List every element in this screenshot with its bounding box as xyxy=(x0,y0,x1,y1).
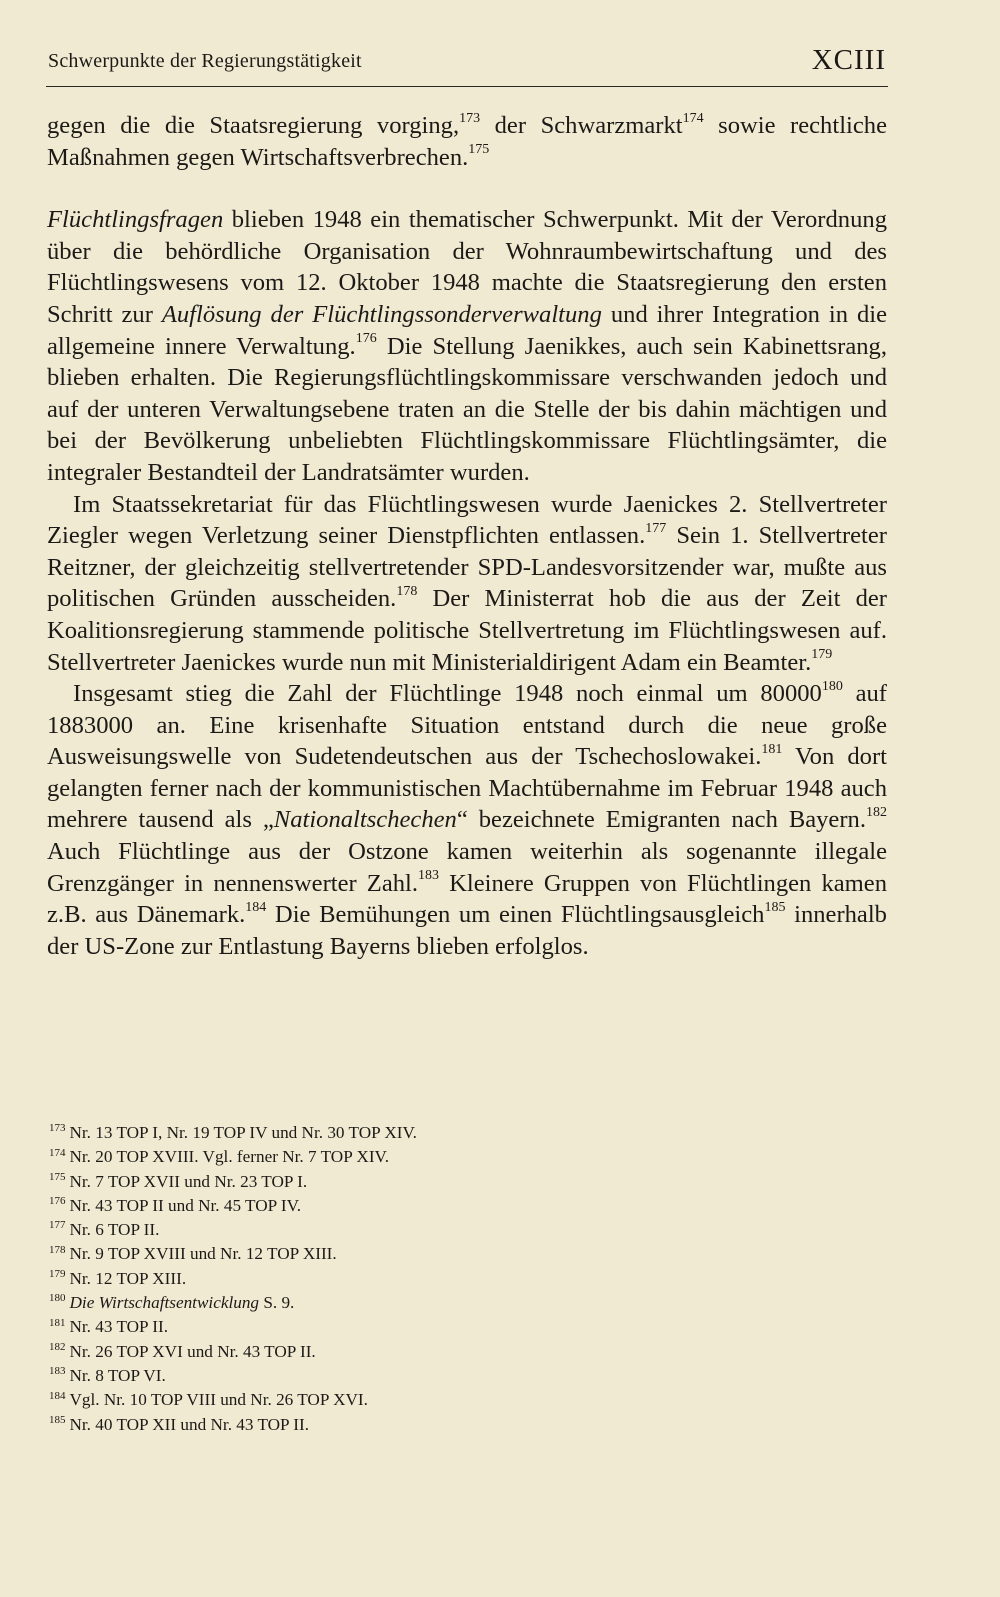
text-run: blieben 1948 ein thematischer Schwerpunkt. Mit der Verordnung über die behördliche Organisation der Wohnraumbewirtschaftung und des Flüchtlingswesens vom 12. Oktober 1948 machte die Staatsregierung den ersten Schritt zur xyxy=(47,206,887,328)
text-run: Kleinere Gruppen von Flüchtlingen kamen z.B. aus Dänemark. xyxy=(47,869,887,929)
text-run: Von dort gelangten ferner nach der kommunistischen Machtübernahme im Februar 1948 auch mehrere tausend als „ xyxy=(47,743,887,834)
text-run: innerhalb der US-Zone zur Entlastung Bayerns blieben erfolglos. xyxy=(47,901,887,960)
text-run: “ bezeichnete Emigranten nach Bayern. xyxy=(456,806,866,834)
text-run: Insgesamt stieg die Zahl der Flüchtlinge 1948 noch einmal um 80000 xyxy=(73,680,822,708)
text-run: Der Ministerrat hob die aus der Zeit der Koalitionsregierung stammende politische Stellvertretung im Flüchtlingswesen auf. Stellvertreter Jaenickes wurde nun mit Ministerialdirigent Adam ein Beamter. xyxy=(47,585,888,676)
footnote-ref: 177 xyxy=(645,520,667,536)
running-title: Schwerpunkte der Regierungstätigkeit xyxy=(48,50,362,72)
text-run: auf 1883000 an. Eine krisenhafte Situation entstand durch die neue große Ausweisungswelle von Sudetendeutschen aus der Tschechoslowakei. xyxy=(47,680,887,771)
footnote xyxy=(49,1413,649,1437)
text-run: Nr. 7 TOP XVII und Nr. 23 TOP I. xyxy=(69,1171,308,1191)
text-run: Auch Flüchtlinge aus der Ostzone kamen weiterhin als sogenannte illegale Grenzgänger in nennenswerter Zahl. xyxy=(47,838,887,897)
footnote-ref: 181 xyxy=(761,742,783,758)
footnote-ref: 180 xyxy=(821,678,843,694)
footnote-ref: 183 xyxy=(418,868,440,884)
italic-text: Die Wirtschaftsentwicklung xyxy=(69,1293,260,1313)
footnote xyxy=(49,1388,649,1412)
paragraph xyxy=(47,204,887,488)
text-run: Im Staatssekretariat für das Flüchtlingswesen wurde Jaenickes 2. Stellvertreter Ziegler wegen Verletzung seiner Dienstpflichten entlassen. xyxy=(47,490,887,550)
footnote-number: 177 xyxy=(49,1219,66,1232)
text-run: Die Stellung Jaenikkes, auch sein Kabinettsrang, blieben erhalten. Die Regierungsflüchtlingskommissare verschwanden jedoch und auf der unteren Verwaltungsebene traten an die Stelle der bis dahin mächtigen und bei der Bevölkerung unbeliebten Flüchtlingskommissare Flüchtlingsämter, die integraler Bestandteil der Landratsämter wurden. xyxy=(47,332,887,486)
text-run: Nr. 40 TOP XII und Nr. 43 TOP II. xyxy=(69,1414,310,1434)
footnote-number: 185 xyxy=(49,1413,66,1426)
text-run: Nr. 9 TOP XVIII und Nr. 12 TOP XIII. xyxy=(69,1244,337,1264)
footnote xyxy=(49,1121,649,1145)
footnote-number: 183 xyxy=(49,1365,66,1378)
footnote-ref: 176 xyxy=(355,331,377,347)
footnote-number: 179 xyxy=(49,1268,66,1281)
text-run: Sein 1. Stellvertreter Reitzner, der gleichzeitig stellvertretender SPD-Landesvorsitzender war, mußte aus politischen Gründen ausscheiden. xyxy=(47,522,887,613)
footnote-ref: 173 xyxy=(459,110,481,126)
footnote xyxy=(49,1145,649,1169)
footnote-ref: 175 xyxy=(468,142,490,158)
footnote xyxy=(49,1315,649,1339)
text-run: Vgl. Nr. 10 TOP VIII und Nr. 26 TOP XVI. xyxy=(69,1390,368,1410)
footnote xyxy=(49,1291,649,1315)
text-run: S. 9. xyxy=(259,1293,295,1313)
italic-text: Flüchtlingsfragen xyxy=(47,206,224,234)
text-run: Nr. 8 TOP VI. xyxy=(69,1365,166,1385)
footnote-number: 180 xyxy=(49,1292,66,1305)
footnote xyxy=(49,1267,649,1291)
page-header xyxy=(46,44,888,87)
text-run: der Schwarzmarkt xyxy=(480,112,683,139)
text-run: Nr. 6 TOP II. xyxy=(69,1220,160,1240)
footnotes xyxy=(49,1121,649,1437)
footnote xyxy=(49,1194,649,1218)
text-run: Nr. 43 TOP II und Nr. 45 TOP IV. xyxy=(69,1195,302,1215)
text-run: Die Bemühungen um einen Flüchtlingsausgleich xyxy=(266,901,765,929)
paragraph xyxy=(47,678,887,962)
footnote xyxy=(49,1364,649,1388)
footnote-number: 182 xyxy=(49,1340,66,1353)
page-number: XCIII xyxy=(811,44,886,76)
footnote-ref: 179 xyxy=(811,647,833,663)
text-run: und ihrer Integration in die allgemeine innere Verwaltung. xyxy=(47,300,887,360)
text-run: gegen die die Staatsregierung vorging, xyxy=(47,112,460,139)
text-run: sowie rechtliche Maßnahmen gegen Wirtschaftsverbrechen. xyxy=(47,112,887,171)
footnote-ref: 182 xyxy=(866,805,887,821)
footnote xyxy=(49,1170,649,1194)
footnote-number: 178 xyxy=(49,1243,66,1256)
text-run: Nr. 26 TOP XVI und Nr. 43 TOP II. xyxy=(69,1341,316,1361)
footnote-number: 184 xyxy=(49,1389,66,1402)
text-run: Nr. 13 TOP I, Nr. 19 TOP IV und Nr. 30 TOP XIV. xyxy=(69,1123,417,1142)
footnote-number: 181 xyxy=(49,1316,66,1329)
footnote-ref: 178 xyxy=(396,584,418,600)
footnote-ref: 184 xyxy=(245,900,267,916)
footnote-ref: 185 xyxy=(764,900,786,916)
text-run: Nr. 20 TOP XVIII. Vgl. ferner Nr. 7 TOP XIV. xyxy=(69,1147,390,1167)
main-text xyxy=(47,110,887,962)
italic-text: Auflösung der Flüchtlingssonderverwaltung xyxy=(161,300,602,328)
footnote xyxy=(49,1218,649,1242)
italic-text: Nationaltschechen xyxy=(273,806,457,834)
footnote-number: 174 xyxy=(49,1146,66,1159)
footnote-number: 175 xyxy=(49,1170,66,1183)
footnote-number: 176 xyxy=(49,1195,66,1208)
text-run: Nr. 43 TOP II. xyxy=(69,1317,169,1337)
footnote xyxy=(49,1340,649,1364)
text-run: Nr. 12 TOP XIII. xyxy=(69,1268,187,1288)
footnote-number: 173 xyxy=(49,1122,66,1135)
paragraph xyxy=(47,489,887,679)
footnote-ref: 174 xyxy=(682,110,704,126)
paragraph xyxy=(47,110,887,173)
footnote xyxy=(49,1242,649,1266)
